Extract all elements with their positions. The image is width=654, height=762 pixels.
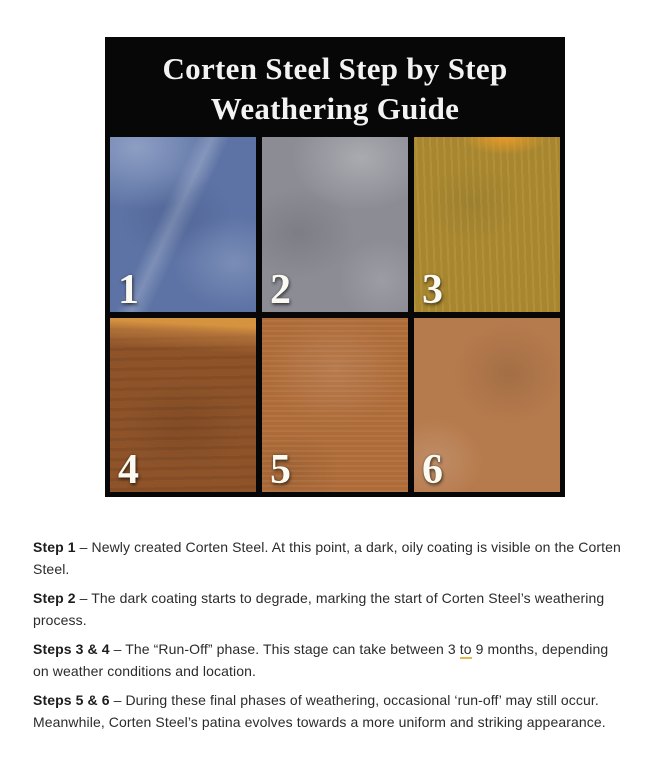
panel-stage-6 <box>414 318 560 493</box>
steps-3-4-text-part2: 9 months, depending on weather conditions and location. <box>33 641 609 679</box>
step-descriptions <box>33 536 625 740</box>
panel-number-6: 6 <box>422 447 443 492</box>
step-2-label: Step 2 <box>33 590 76 606</box>
panel-stage-1 <box>110 137 256 312</box>
steps-5-6-label: Steps 5 & 6 <box>33 692 110 708</box>
guide-title-line1: Corten Steel Step by Step <box>162 51 508 86</box>
step-2-text: – The dark coating starts to degrade, marking the start of Corten Steel’s weathering process. <box>33 590 605 628</box>
panel-number-1: 1 <box>118 266 139 312</box>
weathering-guide-image <box>105 37 565 497</box>
steps-5-6-text: – During these final phases of weathering, occasional ‘run-off’ may still occur. Meanwhile, Corten Steel’s patina evolves towards a more uniform and striking appearance. <box>33 692 606 730</box>
steps-3-4-text-part1: – The “Run-Off” phase. This stage can take between 3 <box>113 641 460 657</box>
panel-grid <box>110 137 560 492</box>
step-1-description <box>33 536 625 580</box>
steps-3-4-label: Steps 3 & 4 <box>33 641 110 657</box>
panel-number-4: 4 <box>118 447 139 492</box>
step-1-label: Step 1 <box>33 539 76 555</box>
panel-number-3: 3 <box>422 266 443 312</box>
panel-number-2: 2 <box>270 266 291 312</box>
panel-number-5: 5 <box>270 447 291 492</box>
step-2-description <box>33 587 625 631</box>
steps-3-4-description <box>33 638 625 682</box>
panel-stage-3 <box>414 137 560 312</box>
panel-stage-4 <box>110 318 256 493</box>
steps-5-6-description <box>33 689 625 733</box>
grammar-underline-word: to <box>459 641 472 657</box>
guide-title-line2: Weathering Guide <box>210 91 460 126</box>
guide-title <box>105 37 565 139</box>
step-1-text: – Newly created Corten Steel. At this point, a dark, oily coating is visible on the Corten Steel. <box>33 539 621 577</box>
panel-stage-5 <box>262 318 408 493</box>
panel-stage-2 <box>262 137 408 312</box>
